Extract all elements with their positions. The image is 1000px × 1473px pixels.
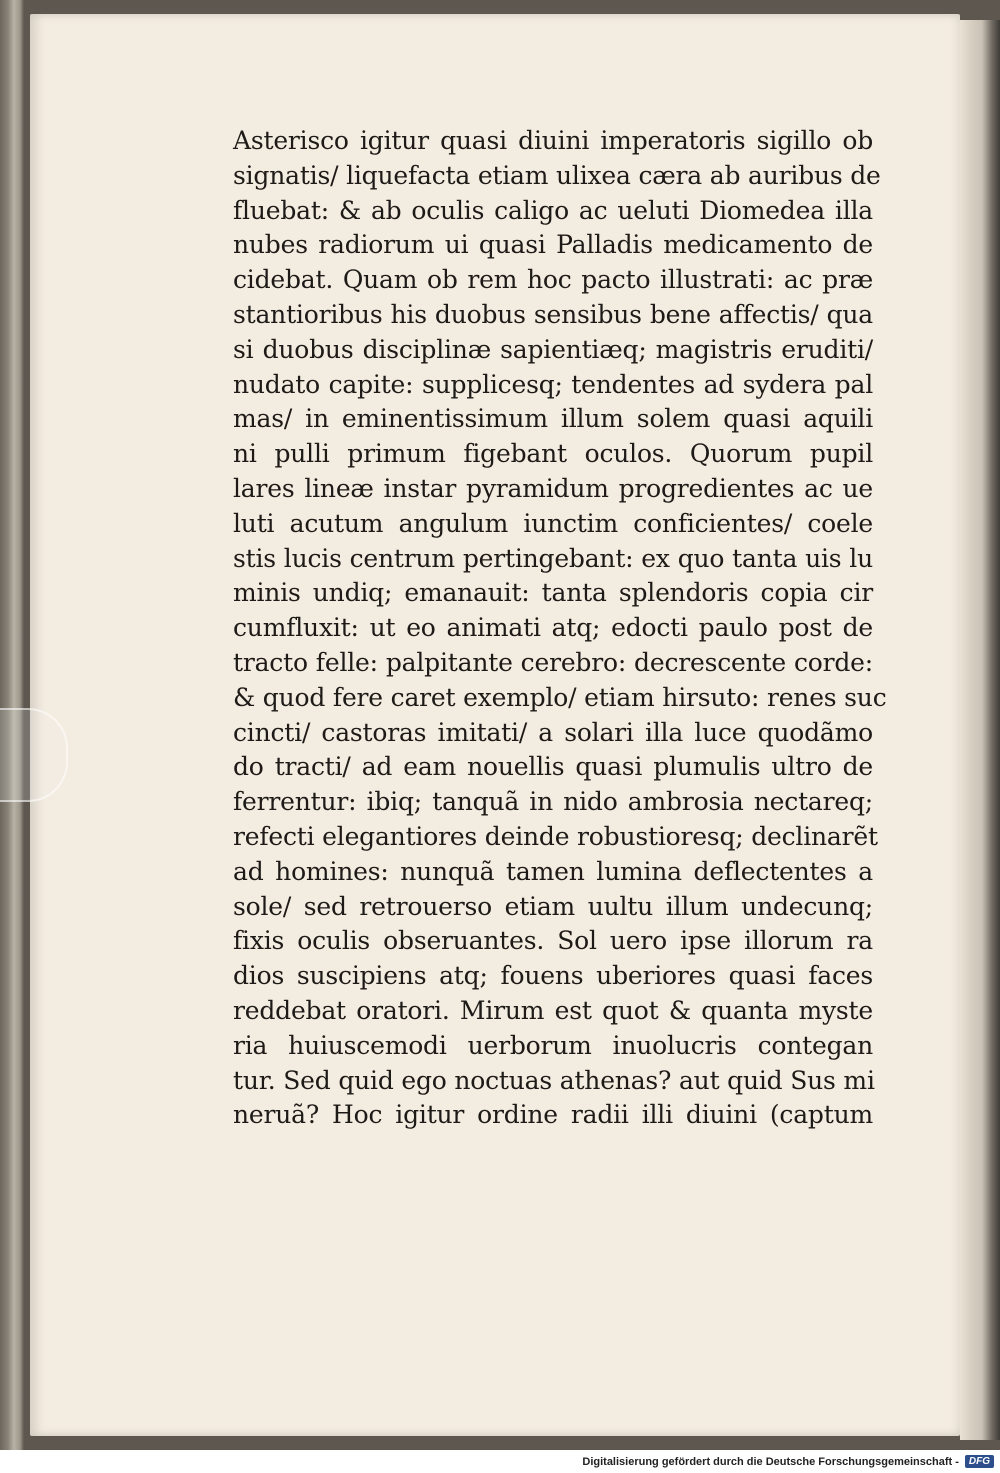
text-line: cumfluxit: ut eo animati atq; edocti paulo post de	[233, 613, 873, 643]
text-line: neruã? Hoc igitur ordine radii illi diuini (captum	[233, 1100, 873, 1130]
text-line: stantioribus his duobus sensibus bene affectis/ qua	[233, 299, 873, 329]
text-line: si duobus disciplinæ sapientiæq; magistris eruditi/	[233, 334, 873, 364]
text-line: nubes radiorum ui quasi Palladis medicamento de	[233, 230, 873, 260]
footer-credit: Digitalisierung gefördert durch die Deutsche Forschungsgemeinschaft -	[582, 1455, 959, 1468]
page-edge-stack	[960, 20, 1000, 1440]
page-clip	[0, 708, 68, 802]
text-line: fixis oculis obseruantes. Sol uero ipse illorum ra	[233, 926, 873, 956]
text-line: do tracti/ ad eam nouellis quasi plumulis ultro de	[233, 752, 873, 782]
text-line: nudato capite: supplicesq; tendentes ad sydera pal	[233, 369, 873, 399]
dfg-logo: DFG	[965, 1455, 994, 1468]
text-line: stis lucis centrum pertingebant: ex quo tanta uis lu	[233, 543, 873, 573]
text-line: tracto felle: palpitante cerebro: decrescente corde:	[233, 647, 873, 677]
page-text	[233, 124, 887, 1133]
text-line: lares lineæ instar pyramidum progredientes ac ue	[233, 473, 873, 503]
text-line: ad homines: nunquã tamen lumina deflectentes a	[233, 856, 873, 886]
text-line: & quod fere caret exemplo/ etiam hirsuto: renes suc	[233, 682, 887, 712]
text-line: ferrentur: ibiq; tanquã in nido ambrosia nectareq;	[233, 787, 873, 817]
text-line: mas/ in eminentissimum illum solem quasi aquili	[233, 404, 873, 434]
digitization-footer	[0, 1450, 1000, 1473]
text-line: cidebat. Quam ob rem hoc pacto illustrati: ac præ	[233, 265, 873, 295]
text-line: ni pulli primum figebant oculos. Quorum pupil	[233, 439, 873, 469]
text-line: ria huiuscemodi uerborum inuolucris contegan	[233, 1030, 873, 1060]
text-line: fluebat: & ab oculis caligo ac ueluti Diomedea illa	[233, 195, 873, 225]
text-line: reddebat oratori. Mirum est quot & quanta myste	[233, 995, 873, 1025]
text-line: refecti elegantiores deinde robustioresq; declinarẽt	[233, 821, 878, 851]
text-line: luti acutum angulum iunctim conficientes/ coele	[233, 508, 873, 538]
text-line: Asterisco igitur quasi diuini imperatoris sigillo ob	[233, 126, 873, 155]
text-line: dios suscipiens atq; fouens uberiores quasi faces	[233, 961, 873, 991]
text-line: minis undiq; emanauit: tanta splendoris copia cir	[233, 578, 873, 608]
text-line: cincti/ castoras imitati/ a solari illa luce quodãmo	[233, 717, 873, 747]
text-line: sole/ sed retrouerso etiam uultu illum undecunq;	[233, 891, 873, 921]
text-line: tur. Sed quid ego noctuas athenas? aut quid Sus mi	[233, 1065, 875, 1095]
text-line: signatis/ liquefacta etiam ulixea cæra ab auribus de	[233, 160, 881, 190]
